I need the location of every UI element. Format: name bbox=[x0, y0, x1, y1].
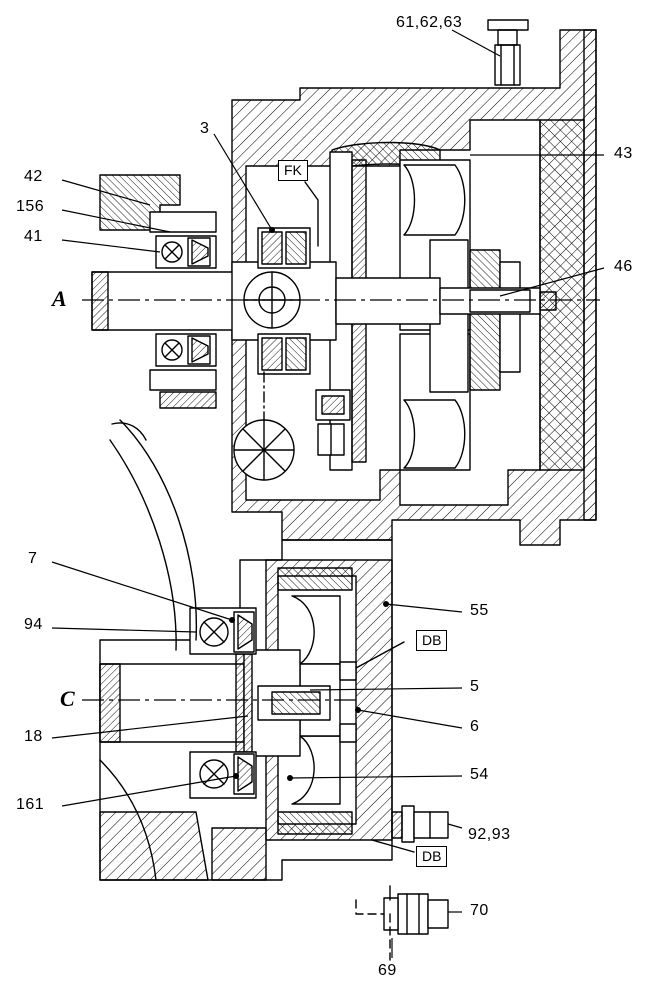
callout-41: 41 bbox=[24, 228, 43, 245]
callout-43: 43 bbox=[614, 145, 633, 162]
boxed-callout-db-lower: DB bbox=[416, 846, 447, 867]
callout-18: 18 bbox=[24, 728, 43, 745]
axis-label-c: C bbox=[60, 686, 76, 711]
callout-54: 54 bbox=[470, 766, 489, 783]
callout-156: 156 bbox=[16, 198, 45, 215]
callout-3: 3 bbox=[200, 120, 210, 137]
callout-61-62-63: 61,62,63 bbox=[396, 14, 463, 31]
callout-92-93: 92,93 bbox=[468, 826, 511, 843]
axis-label-a: A bbox=[52, 286, 68, 311]
callout-46: 46 bbox=[614, 258, 633, 275]
callout-7: 7 bbox=[28, 550, 38, 567]
callout-94: 94 bbox=[24, 616, 43, 633]
callout-42: 42 bbox=[24, 168, 43, 185]
callout-70: 70 bbox=[470, 902, 489, 919]
callout-55: 55 bbox=[470, 602, 489, 619]
boxed-callout-fk: FK bbox=[278, 160, 308, 181]
callout-5: 5 bbox=[470, 678, 480, 695]
callout-6: 6 bbox=[470, 718, 480, 735]
callout-161: 161 bbox=[16, 796, 45, 813]
callout-69: 69 bbox=[378, 962, 397, 979]
boxed-callout-db-upper: DB bbox=[416, 630, 447, 651]
